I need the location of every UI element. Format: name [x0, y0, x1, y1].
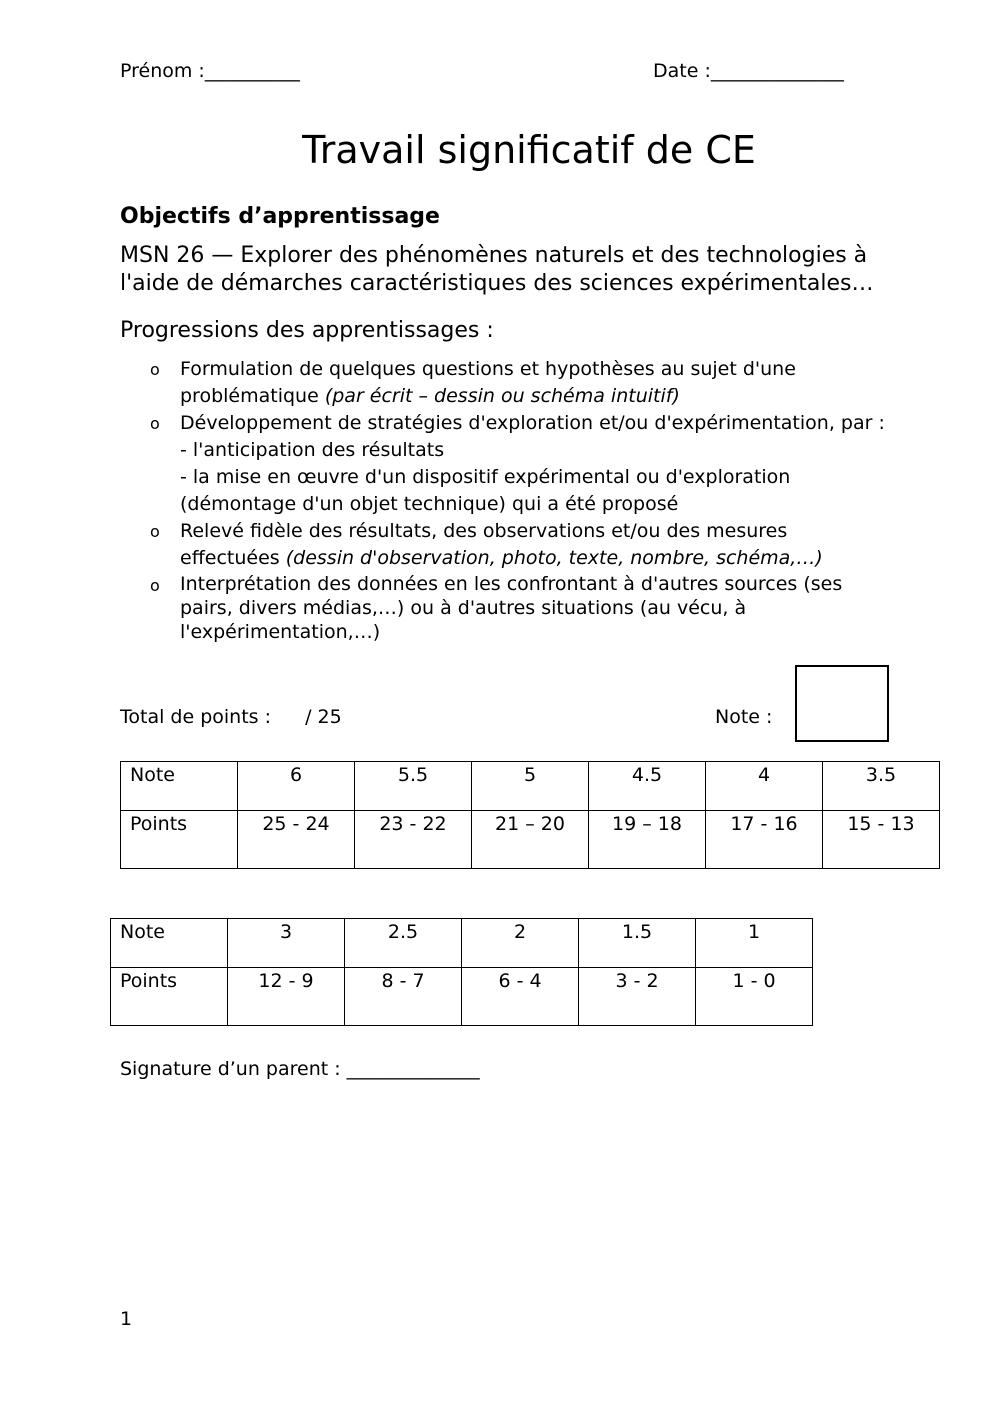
table-cell: 5.5 — [355, 762, 472, 811]
page-title: Travail significatif de CE — [302, 128, 756, 172]
item-text: Interprétation des données en les confrontant à d'autres sources (ses — [180, 573, 843, 595]
item-text: - la mise en œuvre d'un dispositif expérimental ou d'exploration — [180, 466, 791, 488]
table-cell: Note — [111, 919, 228, 968]
table-cell: 3 - 2 — [579, 968, 696, 1026]
table-cell: 2 — [462, 919, 579, 968]
table-cell: 4.5 — [589, 762, 706, 811]
table-cell: 21 – 20 — [472, 811, 589, 869]
objectives-line-2: l'aide de démarches caractéristiques des sciences expérimentales… — [120, 271, 874, 296]
list-item — [150, 572, 950, 644]
progressions-list — [150, 356, 950, 644]
objectives-line-1: MSN 26 — Explorer des phénomènes naturels et des technologies à — [120, 243, 868, 268]
item-text-italic: (par écrit – dessin ou schéma intuitif) — [324, 385, 680, 407]
list-item — [150, 410, 950, 518]
bullet-marker: o — [150, 576, 160, 595]
table-cell: 8 - 7 — [345, 968, 462, 1026]
prenom-field: Prénom :__________ — [120, 60, 300, 82]
table-row — [121, 811, 940, 869]
progressions-heading: Progressions des apprentissages : — [120, 318, 494, 343]
item-text-plain: effectuées — [180, 547, 286, 569]
table-cell: 1 — [696, 919, 813, 968]
list-item — [150, 518, 950, 572]
table-cell: Points — [121, 811, 238, 869]
table-row — [111, 919, 813, 968]
item-text: - l'anticipation des résultats — [180, 439, 445, 461]
item-text-italic: (dessin d'observation, photo, texte, nombre, schéma,…) — [285, 547, 823, 569]
table-row — [111, 968, 813, 1026]
table-cell: 23 - 22 — [355, 811, 472, 869]
total-points-value: / 25 — [305, 706, 342, 728]
grade-table-2 — [110, 918, 813, 1026]
table-cell: 19 – 18 — [589, 811, 706, 869]
bullet-marker: o — [150, 522, 160, 541]
item-text: Relevé fidèle des résultats, des observations et/ou des mesures — [180, 520, 788, 542]
table-cell: 25 - 24 — [238, 811, 355, 869]
item-text: Développement de stratégies d'exploration et/ou d'expérimentation, par : — [180, 412, 885, 434]
table-cell: 3.5 — [823, 762, 940, 811]
table-cell: 5 — [472, 762, 589, 811]
date-field: Date :______________ — [653, 60, 844, 82]
item-text — [180, 383, 950, 410]
item-text — [180, 545, 950, 572]
table-cell: 17 - 16 — [706, 811, 823, 869]
grade-table-1 — [120, 761, 940, 869]
note-box[interactable] — [795, 665, 889, 742]
objectives-text — [120, 242, 950, 298]
table-cell: 3 — [228, 919, 345, 968]
total-points — [120, 706, 342, 728]
list-item — [150, 356, 950, 410]
note-label: Note : — [715, 706, 773, 728]
table-cell: 6 — [238, 762, 355, 811]
item-text: l'expérimentation,…) — [180, 621, 381, 643]
bullet-marker: o — [150, 414, 160, 433]
parent-signature: Signature d’un parent : ______________ — [120, 1058, 480, 1080]
table-row — [121, 762, 940, 811]
table-cell: 2.5 — [345, 919, 462, 968]
table-cell: 1.5 — [579, 919, 696, 968]
bullet-marker: o — [150, 360, 160, 379]
table-cell: 12 - 9 — [228, 968, 345, 1026]
table-cell: Points — [111, 968, 228, 1026]
table-cell: 15 - 13 — [823, 811, 940, 869]
item-text: (démontage d'un objet technique) qui a été proposé — [180, 493, 679, 515]
table-cell: 4 — [706, 762, 823, 811]
objectives-heading: Objectifs d’apprentissage — [120, 204, 440, 229]
table-cell: 1 - 0 — [696, 968, 813, 1026]
item-text: pairs, divers médias,…) ou à d'autres situations (au vécu, à — [180, 597, 747, 619]
item-text-plain: problématique — [180, 385, 325, 407]
page-number: 1 — [120, 1308, 133, 1330]
item-text: Formulation de quelques questions et hypothèses au sujet d'une — [180, 358, 796, 380]
table-cell: 6 - 4 — [462, 968, 579, 1026]
table-cell: Note — [121, 762, 238, 811]
total-points-label: Total de points : — [120, 706, 271, 728]
